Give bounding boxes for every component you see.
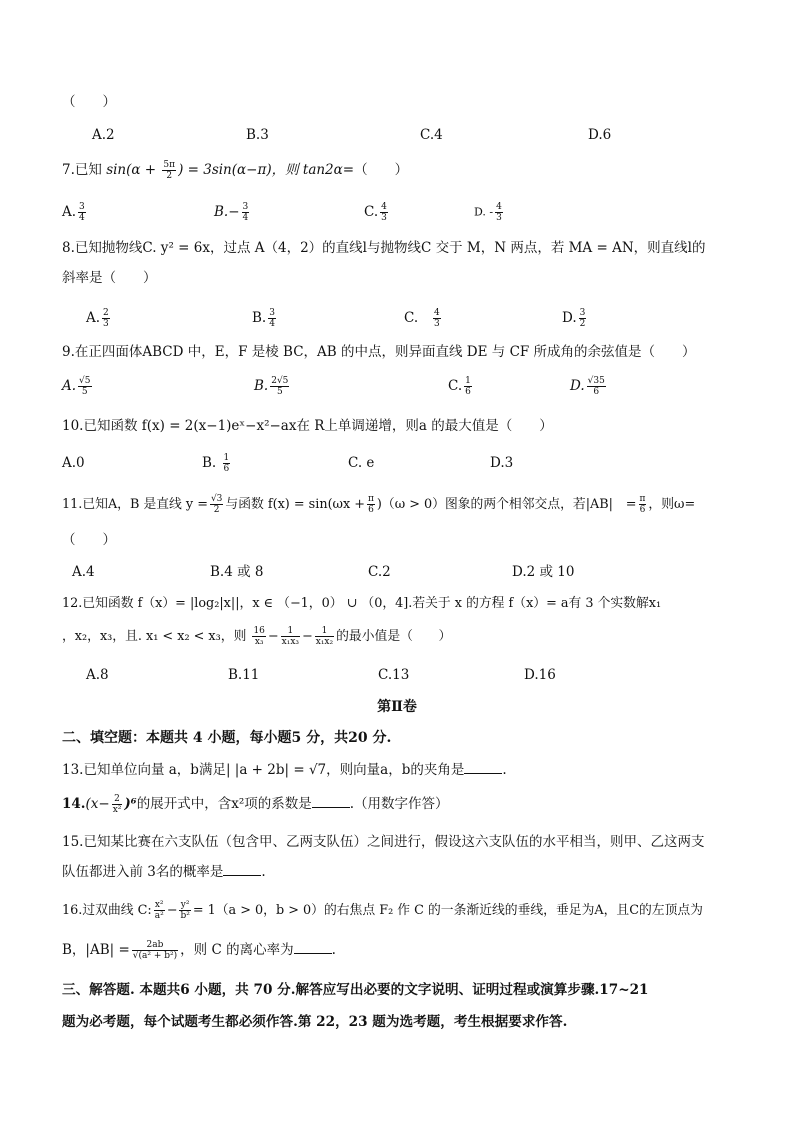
q8-stem-line2: 斜率是（ ）: [62, 270, 157, 286]
q8-option-c: C. $\frac{4}{3}$: [404, 308, 440, 329]
q16-answer-blank[interactable]: [294, 941, 332, 954]
q15-stem-line2: 队伍都进入前 3名的概率是 .: [62, 864, 266, 880]
q11-option-a: A.4: [72, 564, 95, 580]
q6-option-c: C.4: [420, 127, 443, 143]
q6-paren: （ ）: [62, 94, 116, 110]
q12-option-b: B.11: [228, 667, 260, 683]
q8-option-a: A. $\frac{2}{3}$: [86, 308, 109, 329]
q12-option-d: D.16: [524, 667, 556, 683]
q9-option-d: D. $\frac{√35}{6}$: [570, 376, 605, 397]
q12-option-a: A.8: [86, 667, 109, 683]
q16-stem-line1: 16.过双曲线 C: $\frac{\text{x²}}{\text{a²}}$ − $\frac{\text{y²}}{\text{b²}}$ = 1（a > 0，b > 0）的右焦点 F₂ 作 C 的一条渐近线的垂线，垂足为A，且C的左顶点为: [62, 900, 703, 921]
q14-stem: 14.(x− $\frac{2}{\text{x²}}$ )⁶的展开式中，含x²项的系数是 .（用数字作答）: [62, 794, 449, 815]
q11-option-d: D.2 或 10: [512, 564, 575, 580]
q11-option-b: B.4 或 8: [210, 564, 264, 580]
q12-stem-line1: 12.已知函数 f（x）= |log₂|x||，x ∈ （−1，0） ∪ （0，4].若关于 x 的方程 f（x）= a有 3 个实数解x₁: [62, 596, 662, 611]
q8-option-d: D. $\frac{3}{2}$: [562, 308, 586, 329]
part2-title: 第Ⅱ卷: [377, 699, 417, 715]
q12-option-c: C.13: [378, 667, 410, 683]
q7-option-d: D. - $\frac{4}{3}$: [474, 202, 502, 223]
q11-option-c: C.2: [368, 564, 391, 580]
q6-option-b: B.3: [246, 127, 269, 143]
q10-option-a: A.0: [62, 455, 85, 471]
q6-option-d: D.6: [588, 127, 612, 143]
section3-heading-line1: 三、解答题. 本题共6 小题，共 70 分.解答应写出必要的文字说明、证明过程或演算步骤.17~21: [62, 982, 649, 998]
q11-stem: 11.已知A，B 是直线 y = $\frac{√3}{2}$ 与函数 f(x) = sin(ωx + $\frac{\pi}{6}$ )（ω > 0）图象的两个相邻交点，若|AB| = $\frac{\pi}{6}$ ，则ω=: [62, 494, 696, 515]
q9-option-b: B. $\frac{2√5}{5}$: [254, 376, 289, 397]
q9-option-c: C. $\frac{1}{6}$: [448, 376, 471, 397]
q9-option-a: A. $\frac{√5}{5}$: [62, 376, 91, 397]
q10-option-b: B. $\frac{1}{6}$: [202, 453, 230, 474]
q15-answer-blank[interactable]: [223, 863, 261, 876]
section2-heading: 二、填空题：本题共 4 小题，每小题5 分，共20 分.: [62, 730, 392, 746]
q12-stem-line2: ，x₂，x₃，且. x₁ < x₂ < x₃，则 $\frac{16}{\text{x₃}}$ − $\frac{1}{\text{x₁x₃}}$ − $\frac{1}{\text{x₁x₂}}$ 的最小值是（ ）: [62, 626, 452, 647]
q7-option-b: B.− $\frac{3}{4}$: [214, 202, 249, 223]
q7-option-c: C. $\frac{4}{3}$: [364, 202, 387, 223]
q15-stem-line1: 15.已知某比赛在六支队伍（包含甲、乙两支队伍）之间进行，假设这六支队伍的水平相当，则甲、乙这两支: [62, 834, 705, 850]
q9-stem: 9.在正四面体ABCD 中，E，F 是棱 BC，AB 的中点，则异面直线 DE 与 CF 所成角的余弦值是（ ）: [62, 344, 696, 360]
q8-stem-line1: 8.已知抛物线C. y² = 6x，过点 A（4，2）的直线l与抛物线C 交于 M，N 两点，若 MA = AN，则直线l的: [62, 240, 706, 256]
q11-paren: （ ）: [62, 532, 116, 548]
q7-option-a: A. $\frac{3}{4}$: [62, 202, 85, 223]
q16-stem-line2: B，|AB| = $\frac{2ab}{\text{√(a² + b²)}}$ ，则 C 的离心率为 .: [62, 940, 336, 961]
q7-stem: 7.已知 sin(α + $\frac{5\pi}{2}$ ) = 3sin(α−π)，则 tan2α=（ ）: [62, 160, 409, 181]
q14-answer-blank[interactable]: [312, 795, 350, 808]
q8-option-b: B. $\frac{3}{4}$: [252, 308, 275, 329]
q6-option-a: A.2: [92, 127, 115, 143]
q13-answer-blank[interactable]: [464, 761, 502, 774]
q13-stem: 13.已知单位向量 a，b满足| |a + 2b| = √7，则向量a，b的夹角是 .: [62, 762, 507, 778]
q10-option-c: C. e: [348, 455, 375, 471]
section3-heading-line2: 题为必考题，每个试题考生都必须作答.第 22，23 题为选考题，考生根据要求作答.: [62, 1014, 568, 1030]
q10-option-d: D.3: [490, 455, 514, 471]
q10-stem: 10.已知函数 f(x) = 2(x−1)eˣ−x²−ax在 R上单调递增，则a 的最大值是（ ）: [62, 418, 553, 434]
